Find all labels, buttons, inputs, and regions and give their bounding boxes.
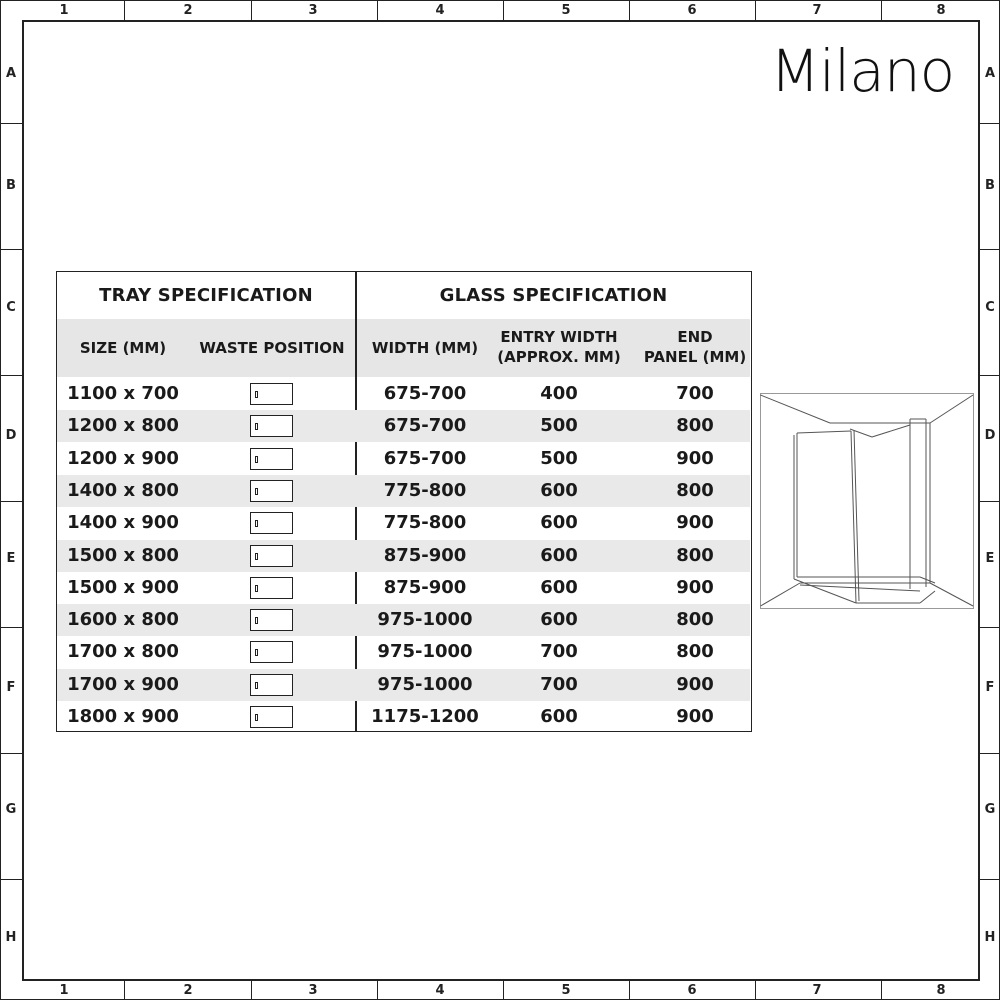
column-label: 2 bbox=[183, 983, 193, 998]
width-cell: 1175-1200 bbox=[371, 706, 479, 727]
table-row bbox=[57, 378, 750, 410]
size-cell: 1700 x 900 bbox=[67, 673, 179, 695]
width-cell: 775-800 bbox=[383, 512, 467, 534]
column-label: 4 bbox=[435, 3, 445, 18]
table-row bbox=[57, 701, 750, 733]
specification-table bbox=[56, 271, 752, 732]
row-label: H bbox=[984, 930, 996, 945]
tick-top bbox=[124, 0, 125, 20]
size-cell: 1500 x 900 bbox=[67, 576, 179, 598]
waste-outlet-marker bbox=[255, 520, 258, 527]
waste-outlet-marker bbox=[255, 423, 258, 430]
inner-border-right bbox=[978, 20, 980, 980]
entry-width-header-line: (APPROX. MM) bbox=[497, 348, 621, 366]
end-panel-cell: 900 bbox=[676, 512, 714, 534]
end-panel-cell: 800 bbox=[676, 641, 714, 663]
table-row bbox=[57, 636, 750, 668]
tick-top bbox=[377, 0, 378, 20]
row-label: D bbox=[5, 428, 17, 443]
entry-width-cell: 600 bbox=[540, 544, 578, 566]
waste-position-icon bbox=[250, 641, 293, 663]
tick-right bbox=[978, 753, 1000, 754]
row-label: C bbox=[985, 300, 995, 315]
entry-width-cell: 500 bbox=[540, 447, 578, 469]
waste-position-icon bbox=[250, 480, 293, 502]
column-label: 5 bbox=[561, 983, 571, 998]
size-cell: 1100 x 700 bbox=[67, 383, 179, 404]
end-panel-header-line: END bbox=[677, 328, 713, 346]
row-label: D bbox=[984, 428, 996, 443]
width-cell: 775-800 bbox=[383, 479, 467, 501]
end-panel-cell: 900 bbox=[676, 673, 714, 695]
waste-position-icon bbox=[250, 706, 293, 728]
entry-width-cell: 600 bbox=[540, 706, 578, 727]
waste-position-icon bbox=[250, 512, 293, 534]
width-cell: 875-900 bbox=[383, 576, 467, 598]
width-column-header: WIDTH (MM) bbox=[371, 339, 479, 357]
width-cell: 675-700 bbox=[383, 415, 467, 437]
row-label: G bbox=[5, 802, 17, 817]
waste-position-icon bbox=[250, 448, 293, 470]
row-label: B bbox=[985, 178, 995, 193]
size-cell: 1800 x 900 bbox=[67, 706, 179, 727]
column-label: 7 bbox=[812, 983, 822, 998]
width-cell: 675-700 bbox=[383, 447, 467, 469]
row-label: C bbox=[6, 300, 16, 315]
waste-position-icon bbox=[250, 415, 293, 437]
table-row bbox=[57, 669, 750, 701]
column-label: 6 bbox=[687, 3, 697, 18]
size-cell: 1200 x 800 bbox=[67, 415, 179, 437]
table-row bbox=[57, 410, 750, 442]
size-cell: 1200 x 900 bbox=[67, 447, 179, 469]
waste-position-icon bbox=[250, 577, 293, 599]
entry-width-cell: 400 bbox=[540, 383, 578, 404]
tick-bottom bbox=[124, 980, 125, 1000]
row-label: B bbox=[6, 178, 16, 193]
end-panel-cell: 900 bbox=[676, 706, 714, 727]
tick-top bbox=[881, 0, 882, 20]
waste-outlet-marker bbox=[255, 456, 258, 463]
table-row bbox=[57, 507, 750, 539]
tick-right bbox=[978, 879, 1000, 880]
tick-bottom bbox=[755, 980, 756, 1000]
row-label: E bbox=[985, 551, 995, 566]
tick-right bbox=[978, 249, 1000, 250]
tick-top bbox=[629, 0, 630, 20]
column-label: 3 bbox=[308, 983, 318, 998]
tick-top bbox=[503, 0, 504, 20]
waste-outlet-marker bbox=[255, 488, 258, 495]
entry-width-cell: 600 bbox=[540, 512, 578, 534]
size-cell: 1400 x 900 bbox=[67, 512, 179, 534]
tick-bottom bbox=[503, 980, 504, 1000]
tick-top bbox=[251, 0, 252, 20]
shower-enclosure-sketch bbox=[760, 393, 974, 609]
table-row bbox=[57, 604, 750, 636]
entry-width-cell: 500 bbox=[540, 415, 578, 437]
waste-position-icon bbox=[250, 609, 293, 631]
end-panel-cell: 900 bbox=[676, 447, 714, 469]
end-panel-cell: 900 bbox=[676, 576, 714, 598]
waste-position-icon bbox=[250, 383, 293, 405]
row-label: G bbox=[984, 802, 996, 817]
tick-right bbox=[978, 501, 1000, 502]
table-row bbox=[57, 443, 750, 475]
brand-logo: Milano bbox=[770, 37, 955, 105]
column-label: 7 bbox=[812, 3, 822, 18]
size-cell: 1400 x 800 bbox=[67, 479, 179, 501]
width-cell: 675-700 bbox=[383, 383, 467, 404]
tick-left bbox=[0, 249, 22, 250]
tick-left bbox=[0, 879, 22, 880]
entry-width-cell: 600 bbox=[540, 609, 578, 631]
inner-border-bottom bbox=[22, 979, 980, 981]
width-cell: 975-1000 bbox=[377, 673, 473, 695]
table-row bbox=[57, 540, 750, 572]
width-cell: 975-1000 bbox=[377, 609, 473, 631]
tick-left bbox=[0, 753, 22, 754]
column-label: 3 bbox=[308, 3, 318, 18]
column-label: 4 bbox=[435, 983, 445, 998]
glass-spec-title: GLASS SPECIFICATION bbox=[439, 285, 668, 306]
waste-outlet-marker bbox=[255, 617, 258, 624]
column-label: 2 bbox=[183, 3, 193, 18]
frame-edge-top bbox=[0, 0, 1000, 1]
end-panel-cell: 800 bbox=[676, 609, 714, 631]
waste-outlet-marker bbox=[255, 585, 258, 592]
size-cell: 1500 x 800 bbox=[67, 544, 179, 566]
waste-outlet-marker bbox=[255, 714, 258, 721]
waste-position-icon bbox=[250, 674, 293, 696]
column-label: 5 bbox=[561, 3, 571, 18]
entry-width-cell: 600 bbox=[540, 576, 578, 598]
tick-left bbox=[0, 501, 22, 502]
column-label: 1 bbox=[59, 983, 69, 998]
column-label: 8 bbox=[936, 3, 946, 18]
tick-right bbox=[978, 123, 1000, 124]
entry-width-header-line: ENTRY WIDTH bbox=[500, 328, 618, 346]
entry-width-column-header bbox=[489, 327, 629, 367]
frame-edge-left bbox=[0, 0, 1, 1000]
size-cell: 1700 x 800 bbox=[67, 641, 179, 663]
waste-position-icon bbox=[250, 545, 293, 567]
tick-bottom bbox=[881, 980, 882, 1000]
size-column-header: SIZE (MM) bbox=[79, 339, 167, 357]
end-panel-cell: 800 bbox=[676, 415, 714, 437]
row-label: H bbox=[5, 930, 17, 945]
column-label: 6 bbox=[687, 983, 697, 998]
row-label: E bbox=[6, 551, 16, 566]
column-label: 1 bbox=[59, 3, 69, 18]
waste-outlet-marker bbox=[255, 553, 258, 560]
waste-outlet-marker bbox=[255, 391, 258, 398]
end-panel-cell: 800 bbox=[676, 544, 714, 566]
row-label: A bbox=[5, 66, 17, 81]
row-label: F bbox=[6, 680, 16, 695]
tick-bottom bbox=[377, 980, 378, 1000]
end-panel-header-line: PANEL (MM) bbox=[643, 348, 747, 366]
tray-spec-title: TRAY SPECIFICATION bbox=[99, 285, 313, 306]
tick-bottom bbox=[629, 980, 630, 1000]
column-label: 8 bbox=[936, 983, 946, 998]
tick-right bbox=[978, 375, 1000, 376]
entry-width-cell: 600 bbox=[540, 479, 578, 501]
waste-outlet-marker bbox=[255, 682, 258, 689]
width-cell: 875-900 bbox=[383, 544, 467, 566]
table-row bbox=[57, 572, 750, 604]
end-panel-cell: 800 bbox=[676, 479, 714, 501]
inner-border-top bbox=[22, 20, 980, 22]
entry-width-cell: 700 bbox=[540, 673, 578, 695]
tick-left bbox=[0, 375, 22, 376]
tick-left bbox=[0, 123, 22, 124]
table-row bbox=[57, 475, 750, 507]
end-panel-cell: 700 bbox=[676, 383, 714, 404]
entry-width-cell: 700 bbox=[540, 641, 578, 663]
size-cell: 1600 x 800 bbox=[67, 609, 179, 631]
tick-left bbox=[0, 627, 22, 628]
end-panel-column-header bbox=[635, 327, 755, 367]
inner-border-left bbox=[22, 20, 24, 980]
waste-outlet-marker bbox=[255, 649, 258, 656]
width-cell: 975-1000 bbox=[377, 641, 473, 663]
tick-right bbox=[978, 627, 1000, 628]
waste-column-header: WASTE POSITION bbox=[199, 339, 345, 357]
row-label: F bbox=[985, 680, 995, 695]
row-label: A bbox=[984, 66, 996, 81]
tick-bottom bbox=[251, 980, 252, 1000]
tick-top bbox=[755, 0, 756, 20]
